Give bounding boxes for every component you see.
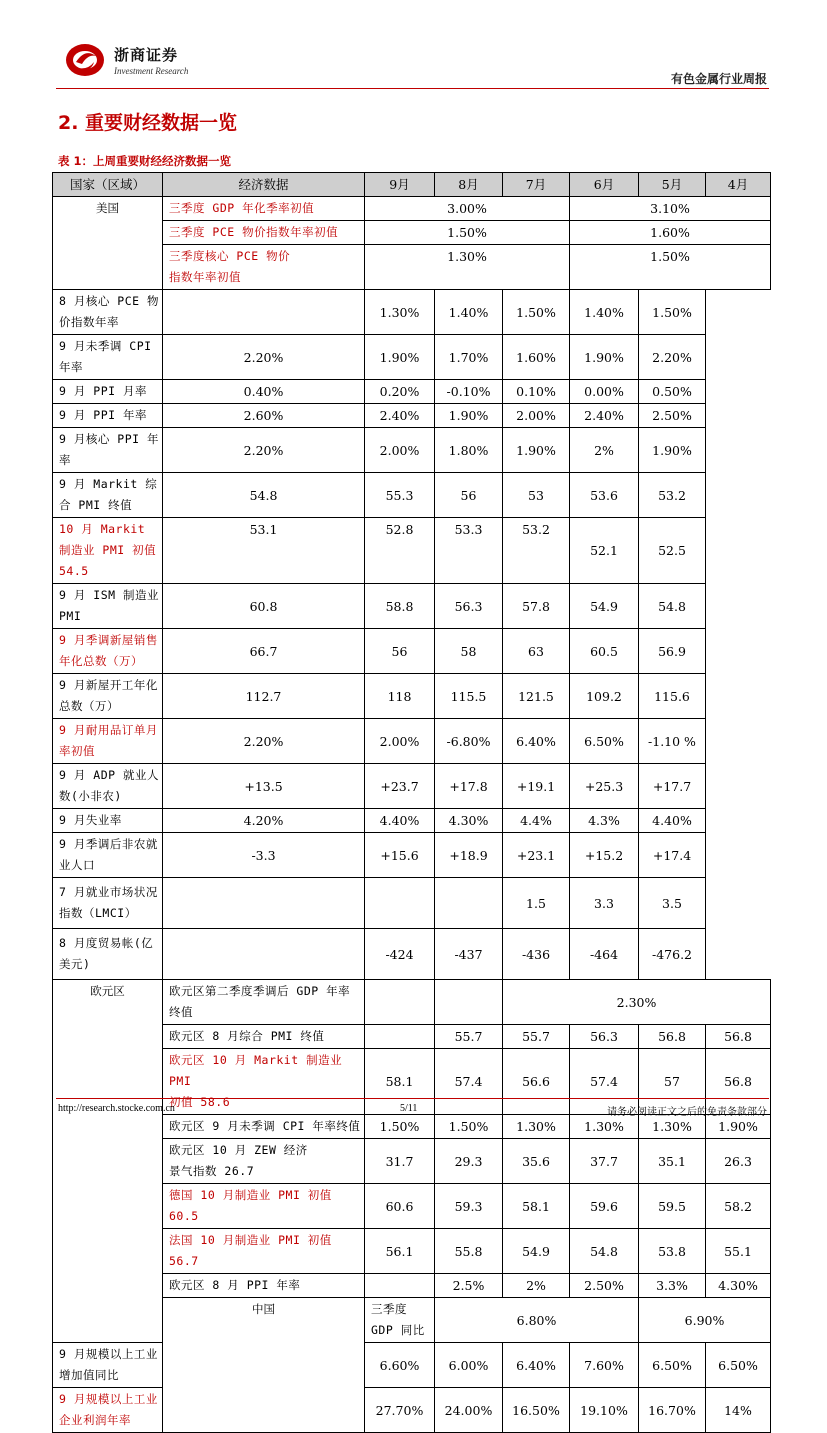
value-cell: 6.50% <box>639 1343 706 1388</box>
label-line: 9 月耐用品订单月率初值 <box>59 723 158 758</box>
col-header: 经济数据 <box>163 173 365 197</box>
value-cell: 57.4 <box>435 1049 503 1115</box>
table-row <box>53 380 771 404</box>
value-cell: 2% <box>503 1274 570 1298</box>
value-cell: 6.60% <box>365 1343 435 1388</box>
company-logo <box>64 40 106 78</box>
value-cell: 115.5 <box>435 674 503 719</box>
table-row <box>53 1343 771 1388</box>
value-cell: +25.3 <box>570 764 639 809</box>
indicator-label <box>53 473 163 518</box>
value-cell: 58 <box>435 629 503 674</box>
value-cell: 1.70% <box>435 335 503 380</box>
value-cell <box>163 290 365 335</box>
value-cell: 53.8 <box>639 1229 706 1274</box>
label-line: 初值 58.6 <box>169 1095 231 1109</box>
value-cell: 6.80% <box>435 1298 639 1343</box>
value-cell: 52.8 <box>365 518 435 584</box>
value-cell: 6.90% <box>639 1298 771 1343</box>
indicator-label: 三季度 GDP 年化季率初值 <box>163 197 365 221</box>
region-cn: 中国 <box>163 1298 365 1433</box>
label-line: 指数年率初值 <box>169 270 241 284</box>
value-cell: 56.8 <box>706 1025 771 1049</box>
value-cell: 56.9 <box>639 629 706 674</box>
value-cell: 56.3 <box>570 1025 639 1049</box>
label-line: 欧元区 8 月 PPI 年率 <box>169 1278 301 1292</box>
footer-disclaimer: 请务必阅读正文之后的免责条款部分 <box>607 1107 767 1118</box>
value-cell: 6.50% <box>570 719 639 764</box>
label-line: 法国 10 月制造业 PMI 初值 <box>169 1233 332 1247</box>
label-line: 9 月 ADP 就业人数(小非农) <box>59 768 159 803</box>
value-cell: 2.30% <box>503 980 771 1025</box>
value-cell: 4.3% <box>570 809 639 833</box>
economic-data-table <box>52 172 771 1433</box>
indicator-label <box>163 1025 365 1049</box>
value-cell: 1.60% <box>503 335 570 380</box>
value-cell: 35.6 <box>503 1139 570 1184</box>
value-cell: 2.60% <box>163 404 365 428</box>
label-line: 欧元区 10 月 Markit 制造业 PMI <box>169 1053 343 1088</box>
label-line: 欧元区 9 月未季调 CPI 年率终值 <box>169 1119 361 1133</box>
value-cell: 56.3 <box>435 584 503 629</box>
value-cell <box>365 1274 435 1298</box>
col-header: 7月 <box>503 173 570 197</box>
label-line: 54.5 <box>59 564 89 578</box>
indicator-label <box>163 1139 365 1184</box>
indicator-label <box>53 428 163 473</box>
table-row <box>53 584 771 629</box>
value-cell <box>163 929 365 980</box>
value-cell: 6.00% <box>435 1343 503 1388</box>
value-cell: 56.8 <box>639 1025 706 1049</box>
value-cell: 1.50% <box>365 1115 435 1139</box>
report-type: 有色金属行业周报 <box>670 72 767 86</box>
table-row <box>53 629 771 674</box>
label-line: 欧元区 8 月综合 PMI 终值 <box>169 1029 325 1043</box>
value-cell: 4.20% <box>163 809 365 833</box>
indicator-label <box>163 1229 365 1274</box>
label-line: 9 月 Markit 综合 PMI 终值 <box>59 477 158 512</box>
col-header: 5月 <box>639 173 706 197</box>
label-line: 德国 10 月制造业 PMI 初值 <box>169 1188 332 1202</box>
value-cell: 58.8 <box>365 584 435 629</box>
value-cell: 60.6 <box>365 1184 435 1229</box>
brand <box>114 44 188 76</box>
header-divider <box>56 88 769 89</box>
value-cell: 4.30% <box>435 809 503 833</box>
value-cell <box>435 980 503 1025</box>
indicator-label: 三季度 PCE 物价指数年率初值 <box>163 221 365 245</box>
table-row <box>53 980 771 1025</box>
table-row <box>53 1388 771 1433</box>
value-cell: -436 <box>503 929 570 980</box>
value-cell: 3.10% <box>570 197 771 221</box>
value-cell: 54.8 <box>570 1229 639 1274</box>
value-cell: -6.80% <box>435 719 503 764</box>
indicator-label <box>53 404 163 428</box>
label-line: 9 月 PPI 年率 <box>59 408 147 422</box>
table-row <box>53 833 771 878</box>
value-cell: 56.6 <box>503 1049 570 1115</box>
label-line: 三季度 GDP 同比 <box>371 1302 425 1337</box>
value-cell: +17.8 <box>435 764 503 809</box>
label-line: 9 月季调后非农就业人口 <box>59 837 158 872</box>
label-line: 60.5 <box>169 1209 199 1223</box>
label-line: 9 月规模以上工业增加值同比 <box>59 1347 158 1382</box>
table-row <box>53 809 771 833</box>
table-row <box>53 428 771 473</box>
value-cell: 55.3 <box>365 473 435 518</box>
value-cell: -464 <box>570 929 639 980</box>
value-cell: 2.50% <box>639 404 706 428</box>
value-cell: 57.4 <box>570 1049 639 1115</box>
value-cell: 31.7 <box>365 1139 435 1184</box>
table-row <box>53 473 771 518</box>
label-line: 欧元区第二季度季调后 GDP 年率 <box>169 984 351 998</box>
value-cell: 16.70% <box>639 1388 706 1433</box>
label-line: 9 月核心 PPI 年率 <box>59 432 159 467</box>
indicator-label <box>53 1343 163 1388</box>
value-cell: 6.50% <box>706 1343 771 1388</box>
value-cell: 2.20% <box>163 428 365 473</box>
value-cell: 54.8 <box>163 473 365 518</box>
label-line: 终值 <box>169 1005 193 1019</box>
value-cell: 1.90% <box>503 428 570 473</box>
value-cell: 27.70% <box>365 1388 435 1433</box>
value-cell: +23.7 <box>365 764 435 809</box>
value-cell: 1.50% <box>503 290 570 335</box>
table-row <box>53 674 771 719</box>
value-cell: 1.30% <box>365 245 570 290</box>
label-line: 8 月核心 PCE 物价指数年率 <box>59 294 159 329</box>
value-cell: 56.1 <box>365 1229 435 1274</box>
value-cell: +15.2 <box>570 833 639 878</box>
value-cell: 1.50% <box>435 1115 503 1139</box>
value-cell: 2.50% <box>570 1274 639 1298</box>
value-cell: 58.1 <box>365 1049 435 1115</box>
value-cell: 1.40% <box>435 290 503 335</box>
value-cell: 3.3 <box>570 878 639 929</box>
value-cell: 54.8 <box>639 584 706 629</box>
value-cell: 55.7 <box>435 1025 503 1049</box>
col-header: 9月 <box>365 173 435 197</box>
value-cell: 2% <box>570 428 639 473</box>
table-row <box>53 335 771 380</box>
value-cell: 2.20% <box>163 719 365 764</box>
value-cell: 56 <box>365 629 435 674</box>
value-cell: 2.40% <box>570 404 639 428</box>
label-line: 9 月未季调 CPI 年率 <box>59 339 152 374</box>
value-cell: -476.2 <box>639 929 706 980</box>
table-row <box>53 404 771 428</box>
indicator-label <box>163 980 365 1025</box>
indicator-label <box>163 1274 365 1298</box>
value-cell: +23.1 <box>503 833 570 878</box>
value-cell: 57 <box>639 1049 706 1115</box>
col-header: 4月 <box>706 173 771 197</box>
table-row <box>53 929 771 980</box>
region-us: 美国 <box>53 197 163 290</box>
value-cell: 0.20% <box>365 380 435 404</box>
label-line: 10 月 Markit 制造业 PMI 初值 <box>59 522 157 557</box>
value-cell: 1.90% <box>639 428 706 473</box>
value-cell: 53.2 <box>639 473 706 518</box>
value-cell: 1.90% <box>570 335 639 380</box>
label-line: 7 月就业市场状况指数（LMCI） <box>59 885 158 920</box>
indicator-label <box>53 1388 163 1433</box>
value-cell <box>365 878 435 929</box>
indicator-label <box>53 878 163 929</box>
value-cell: 59.3 <box>435 1184 503 1229</box>
value-cell: 60.5 <box>570 629 639 674</box>
table-header-row <box>53 173 771 197</box>
value-cell: 1.90% <box>435 404 503 428</box>
value-cell: 1.30% <box>639 1115 706 1139</box>
indicator-label <box>53 518 163 584</box>
indicator-label <box>53 674 163 719</box>
value-cell: 63 <box>503 629 570 674</box>
value-cell: 19.10% <box>570 1388 639 1433</box>
col-header: 国家（区域） <box>53 173 163 197</box>
footer-divider <box>56 1098 769 1099</box>
table-row <box>53 719 771 764</box>
indicator-label <box>53 380 163 404</box>
value-cell: 115.6 <box>639 674 706 719</box>
value-cell <box>435 878 503 929</box>
value-cell: 0.00% <box>570 380 639 404</box>
value-cell: 1.80% <box>435 428 503 473</box>
indicator-label <box>53 809 163 833</box>
indicator-label <box>365 1298 435 1343</box>
value-cell: -1.10 % <box>639 719 706 764</box>
section-title: 2. 重要财经数据一览 <box>58 112 238 134</box>
value-cell: 53.2 <box>503 518 570 584</box>
value-cell: 16.50% <box>503 1388 570 1433</box>
value-cell: 1.30% <box>365 290 435 335</box>
table-row <box>53 290 771 335</box>
label-line: 9 月 PPI 月率 <box>59 384 147 398</box>
value-cell: -424 <box>365 929 435 980</box>
value-cell: 54.9 <box>503 1229 570 1274</box>
value-cell: 109.2 <box>570 674 639 719</box>
value-cell: -0.10% <box>435 380 503 404</box>
value-cell: 54.9 <box>570 584 639 629</box>
table-row <box>53 764 771 809</box>
value-cell: 59.5 <box>639 1184 706 1229</box>
value-cell: 2.20% <box>163 335 365 380</box>
value-cell: 7.60% <box>570 1343 639 1388</box>
indicator-label <box>53 629 163 674</box>
value-cell: 29.3 <box>435 1139 503 1184</box>
value-cell: 1.40% <box>570 290 639 335</box>
value-cell: 3.00% <box>365 197 570 221</box>
label-line: 欧元区 10 月 ZEW 经济 <box>169 1143 308 1157</box>
value-cell: 60.8 <box>163 584 365 629</box>
value-cell: 24.00% <box>435 1388 503 1433</box>
value-cell: 4.4% <box>503 809 570 833</box>
value-cell: 112.7 <box>163 674 365 719</box>
label-line: 9 月规模以上工业企业利润年率 <box>59 1392 158 1427</box>
value-cell: 35.1 <box>639 1139 706 1184</box>
value-cell: 2.00% <box>503 404 570 428</box>
value-cell: +19.1 <box>503 764 570 809</box>
label-line: 9 月季调新屋销售年化总数（万） <box>59 633 158 668</box>
table-row <box>53 878 771 929</box>
label-line: 8 月度贸易帐(亿美元) <box>59 936 154 971</box>
value-cell: 55.1 <box>706 1229 771 1274</box>
value-cell: 4.40% <box>639 809 706 833</box>
table-row <box>53 197 771 221</box>
value-cell: 53.6 <box>570 473 639 518</box>
value-cell: 57.8 <box>503 584 570 629</box>
value-cell: 37.7 <box>570 1139 639 1184</box>
indicator-label <box>53 584 163 629</box>
col-header: 8月 <box>435 173 503 197</box>
value-cell: 1.5 <box>503 878 570 929</box>
label-line: 三季度核心 PCE 物价 <box>169 249 291 263</box>
value-cell: 0.50% <box>639 380 706 404</box>
value-cell: 1.30% <box>503 1115 570 1139</box>
value-cell: 53.1 <box>163 518 365 584</box>
value-cell: 6.40% <box>503 1343 570 1388</box>
value-cell: 1.60% <box>570 221 771 245</box>
value-cell: 1.90% <box>365 335 435 380</box>
value-cell: 2.5% <box>435 1274 503 1298</box>
value-cell: 0.10% <box>503 380 570 404</box>
value-cell: 26.3 <box>706 1139 771 1184</box>
indicator-label <box>53 290 163 335</box>
indicator-label <box>163 1184 365 1229</box>
value-cell: 58.1 <box>503 1184 570 1229</box>
value-cell: 0.40% <box>163 380 365 404</box>
value-cell: 14% <box>706 1388 771 1433</box>
value-cell: 121.5 <box>503 674 570 719</box>
label-line: 9 月新屋开工年化总数（万） <box>59 678 158 713</box>
label-line: 9 月 ISM 制造业 PMI <box>59 588 159 623</box>
indicator-label <box>53 719 163 764</box>
indicator-label <box>163 1049 365 1115</box>
value-cell: 2.40% <box>365 404 435 428</box>
value-cell: 55.8 <box>435 1229 503 1274</box>
value-cell: 53.3 <box>435 518 503 584</box>
brand-subtitle: Investment Research <box>114 66 189 76</box>
value-cell: 118 <box>365 674 435 719</box>
value-cell: -437 <box>435 929 503 980</box>
indicator-label <box>53 929 163 980</box>
value-cell: +17.7 <box>639 764 706 809</box>
value-cell: 52.1 <box>570 518 639 584</box>
table-caption: 表 1：上周重要财经经济数据一览 <box>58 154 232 168</box>
indicator-label <box>53 764 163 809</box>
value-cell: 56 <box>435 473 503 518</box>
value-cell: 2.00% <box>365 428 435 473</box>
value-cell: 1.50% <box>570 245 771 290</box>
value-cell: 2.00% <box>365 719 435 764</box>
value-cell: 52.5 <box>639 518 706 584</box>
value-cell: 3.3% <box>639 1274 706 1298</box>
label-line: 56.7 <box>169 1254 199 1268</box>
value-cell: +13.5 <box>163 764 365 809</box>
label-line: 9 月失业率 <box>59 813 122 827</box>
indicator-label <box>163 1115 365 1139</box>
value-cell: 56.8 <box>706 1049 771 1115</box>
page-number: 5/11 <box>400 1103 418 1114</box>
brand-name: 浙商证券 <box>114 46 179 64</box>
region-eu: 欧元区 <box>53 980 163 1343</box>
value-cell <box>365 980 435 1025</box>
value-cell: -3.3 <box>163 833 365 878</box>
value-cell: 59.6 <box>570 1184 639 1229</box>
value-cell: 2.20% <box>639 335 706 380</box>
value-cell: +17.4 <box>639 833 706 878</box>
value-cell: 4.40% <box>365 809 435 833</box>
indicator-label <box>53 833 163 878</box>
value-cell <box>365 1025 435 1049</box>
value-cell: 1.90% <box>706 1115 771 1139</box>
value-cell: 6.40% <box>503 719 570 764</box>
label-line: 景气指数 26.7 <box>169 1164 255 1178</box>
value-cell: 1.50% <box>365 221 570 245</box>
indicator-label <box>53 335 163 380</box>
value-cell: +15.6 <box>365 833 435 878</box>
value-cell: 1.30% <box>570 1115 639 1139</box>
table-row <box>53 518 771 584</box>
value-cell: 3.5 <box>639 878 706 929</box>
value-cell: 53 <box>503 473 570 518</box>
value-cell: 1.50% <box>639 290 706 335</box>
value-cell: +18.9 <box>435 833 503 878</box>
value-cell: 58.2 <box>706 1184 771 1229</box>
indicator-label <box>163 245 365 290</box>
footer-url[interactable]: http://research.stocke.com.cn <box>58 1103 175 1114</box>
col-header: 6月 <box>570 173 639 197</box>
value-cell: 66.7 <box>163 629 365 674</box>
value-cell <box>163 878 365 929</box>
value-cell: 55.7 <box>503 1025 570 1049</box>
value-cell: 4.30% <box>706 1274 771 1298</box>
